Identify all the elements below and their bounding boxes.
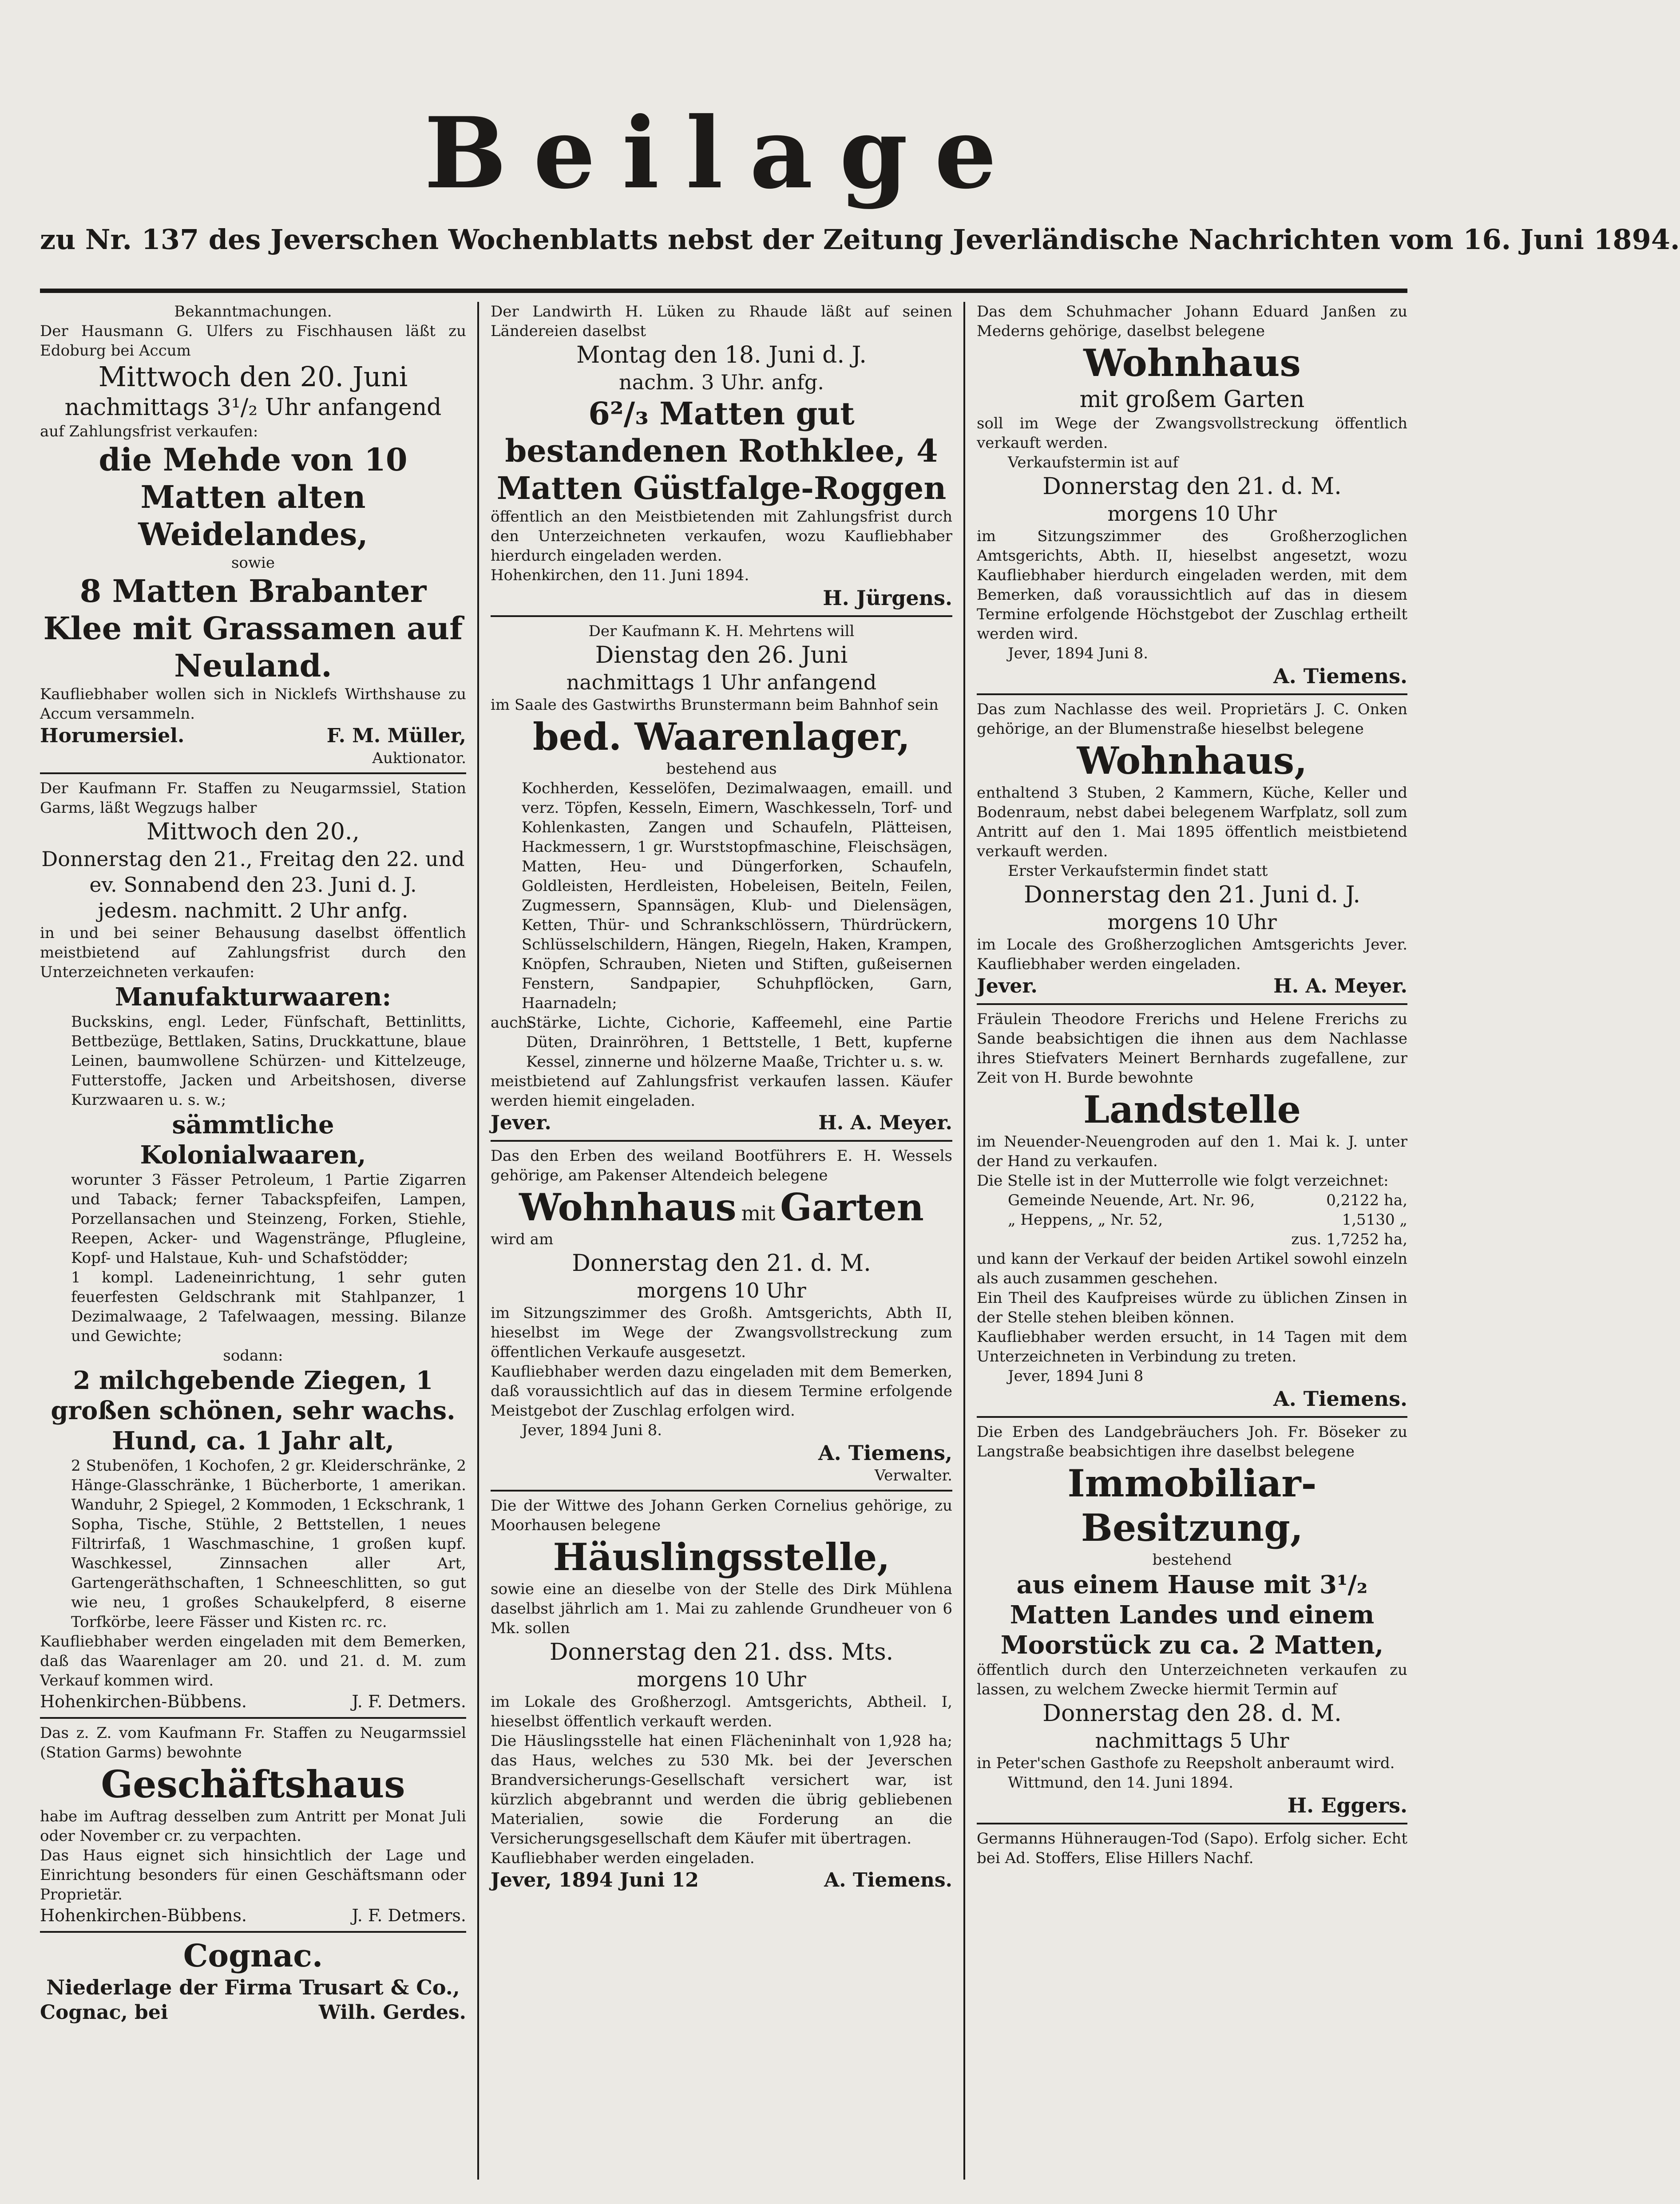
ad-intro: Die der Wittwe des Johann Gerken Cornelius gehörige, zu Moorhausen belegene — [491, 1497, 952, 1534]
ad-signature — [40, 1690, 466, 1713]
ad-wohnhaus-blumenstrasse — [977, 700, 1407, 999]
cadastre-entry: „ Heppens, „ Nr. 52, — [1008, 1211, 1163, 1229]
ad-signer: Wilh. Gerdes. — [318, 2001, 466, 2024]
ad-date: Donnerstag den 21. d. M. — [572, 1250, 871, 1277]
ad-text: im Neuender-Neuengroden auf den 1. Mai k. J. unter der Hand zu verkaufen. — [977, 1133, 1407, 1170]
ad-headline: aus einem Hause mit 3¹/₂ Matten Landes und einem Moorstück zu ca. 2 Matten, — [1000, 1570, 1384, 1660]
ad-place: Hohenkirchen, den 11. Juni 1894. — [491, 566, 749, 584]
ad-date: Mittwoch den 20., — [147, 819, 360, 845]
column-1 — [40, 302, 466, 2180]
ad-place: Jever, 1894 Juni 8 — [1008, 1367, 1144, 1385]
ad-signer: A. Tiemens. — [824, 1869, 952, 1891]
ad-role: Auktionator. — [372, 749, 466, 767]
ad-text: und kann der Verkauf der beiden Artikel sowohl einzeln als auch zusammen geschehen. — [977, 1250, 1407, 1287]
ad-text: im Sitzungszimmer des Großherzoglichen Amtsgerichts, Abth. II, hieselbst angesetzt, wozu Kaufliebhaber hierdurch eingeladen werden, mit dem Bemerken, daß voraussichtlich auf das in diesem Termine erfolgende Höchstgebot der Zuschlag ertheilt werden wird. — [977, 527, 1407, 643]
ad-intro: Der Kaufmann Fr. Staffen zu Neugarmssiel, Station Garms, läßt Wegzugs halber — [40, 780, 466, 817]
ad-text: Buckskins, engl. Leder, Fünfschaft, Bettinlitts, Bettbezüge, Bettlaken, Satins, Druckkattune, blaue Leinen, baumwollene Schürzen- und Kittelzeuge, Futterstoffe, Jacken und Arbeitshosen, diverse Kurzwaaren u. s. w.; — [71, 1013, 466, 1109]
ad-text: worunter 3 Fässer Petroleum, 1 Partie Zigarren und Taback; ferner Tabackspfeifen, Lampen, Porzellansachen und Steinzeng, Forken, Stiehle, Reepen, Acker- und Wagenstränge, Pflugleine, Kopf- und Halstaue, Kuh- und Schafstödder; — [71, 1171, 466, 1267]
ad-intro: Der Landwirth H. Lüken zu Rhaude läßt auf seinen Ländereien daselbst — [491, 303, 952, 340]
ad-signer: H. A. Meyer. — [818, 1112, 952, 1134]
ad-text: sowie eine an dieselbe von der Stelle des Dirk Mühlena daselbst jährlich am 1. Mai zu zahlende Grundheuer von 6 Mk. sollen — [491, 1580, 952, 1637]
ad-time: nachm. 3 Uhr. anfg. — [619, 370, 824, 394]
ad-text: im Sitzungszimmer des Großh. Amtsgerichts, Abth II, hieselbst im Wege der Zwangsvollstreckung zum öffentlichen Verkaufe ausgesetzt. — [491, 1304, 952, 1361]
ad-intro: Der Hausmann G. Ulfers zu Fischhausen läßt zu Edoburg bei Accum — [40, 322, 466, 360]
ad-separator — [40, 772, 466, 774]
ad-text: auf Zahlungsfrist verkaufen: — [40, 423, 258, 440]
ad-weideland — [40, 302, 466, 768]
ad-place: Wittmund, den 14. Juni 1894. — [1008, 1774, 1233, 1792]
ad-title: Immobiliar-Besitzung, — [1067, 1461, 1317, 1550]
ad-text: sodann: — [223, 1347, 283, 1365]
ad-headline: 2 milchgebende Ziegen, 1 großen schönen, sehr wachs. Hund, ca. 1 Jahr alt, — [51, 1366, 456, 1456]
ad-intro: Der Kaufmann K. H. Mehrtens will — [588, 622, 855, 640]
ad-cognac — [40, 1937, 466, 2025]
ad-subtitle: mit großem Garten — [1079, 386, 1305, 413]
ad-landstelle — [977, 1009, 1407, 1412]
cadastre-entry: Gemeinde Neuende, Art. Nr. 96, — [1008, 1191, 1255, 1209]
ad-waarenlager — [491, 621, 952, 1136]
ad-text: Erster Verkaufstermin findet statt — [1008, 862, 1268, 880]
masthead — [40, 95, 1680, 257]
page-subtitle: zu Nr. 137 des Jeverschen Wochenblatts nebst der Zeitung Jeverländische Nachrichten vom 16. Juni 1894. — [40, 223, 1680, 256]
ad-date: Donnerstag den 21. d. M. — [1042, 473, 1342, 500]
ad-text: Verkaufstermin ist auf — [1008, 454, 1179, 471]
ad-time: nachmittags 1 Uhr anfangend — [566, 670, 877, 694]
ad-place: Jever. — [977, 975, 1038, 997]
ad-date: Donnerstag den 28. d. M. — [1042, 1700, 1342, 1727]
ad-text: im Locale des Großherzoglichen Amtsgerichts Jever. Kaufliebhaber werden eingeladen. — [977, 936, 1407, 973]
ad-title: Cognac. — [183, 1937, 323, 1974]
ad-title-line — [491, 1185, 952, 1230]
ad-text: im Saale des Gastwirths Brunstermann beim Bahnhof sein — [491, 696, 939, 714]
ad-separator — [491, 1140, 952, 1142]
ad-separator — [40, 1931, 466, 1933]
ad-headline: Kolonialwaaren, — [140, 1140, 366, 1170]
section-heading: Bekanntmachungen. — [174, 303, 332, 321]
page-title: Beilage — [424, 95, 1023, 210]
ad-headline: die Mehde von 10 Matten alten Weidelandes, — [99, 441, 408, 553]
ad-role: Verwalter. — [874, 1467, 952, 1484]
ad-separator — [40, 1717, 466, 1719]
ad-separator — [491, 615, 952, 617]
ad-headline: 8 Matten Brabanter Klee mit Grassamen auf Neuland. — [43, 573, 463, 684]
cadastre-total: zus. 1,7252 ha, — [1291, 1231, 1407, 1248]
ad-text-row — [491, 1013, 952, 1072]
ad-text: meistbietend auf Zahlungsfrist verkaufen lassen. Käufer werden hiemit eingeladen. — [491, 1072, 952, 1110]
ad-intro: Die Erben des Landgebräuchers Joh. Fr. Böseker zu Langstraße beabsichtigen ihre daselbst belegene — [977, 1423, 1407, 1460]
ad-intro: Das z. Z. vom Kaufmann Fr. Staffen zu Neugarmssiel (Station Garms) bewohnte — [40, 1724, 466, 1761]
ad-separator — [491, 1490, 952, 1492]
ad-title: Garten — [780, 1185, 924, 1229]
ad-place: Jever, 1894 Juni 8. — [522, 1421, 662, 1439]
column-3 — [977, 302, 1407, 2180]
ad-signer: H. A. Meyer. — [1273, 975, 1407, 997]
ad-text: Die Stelle ist in der Mutterrolle wie folgt verzeichnet: — [977, 1172, 1389, 1190]
ad-headline: sämmtliche — [172, 1110, 334, 1140]
ad-title: bed. Waarenlager, — [533, 715, 910, 759]
ad-time: morgens 10 Uhr — [1107, 502, 1277, 526]
ad-separator — [977, 1823, 1407, 1824]
ad-date: Dienstag den 26. Juni — [595, 642, 848, 669]
ad-manufaktur — [40, 779, 466, 1713]
ad-text: Ein Theil des Kaufpreises würde zu üblichen Zinsen in der Stelle stehen bleiben können. — [977, 1289, 1407, 1326]
ad-signer: A. Tiemens. — [1273, 664, 1407, 688]
ad-immobiliar — [977, 1422, 1407, 1818]
cadastre-area: 1,5130 „ — [1342, 1211, 1407, 1229]
ad-date: Mittwoch den 20. Juni — [98, 360, 408, 393]
ad-text: öffentlich an den Meistbietenden mit Zahlungsfrist durch den Unterzeichneten verkaufen, wozu Kaufliebhaber hierdurch eingeladen werden. — [491, 508, 952, 565]
ad-signer: H. Eggers. — [1287, 1793, 1407, 1817]
ad-place: Jever. — [491, 1112, 551, 1134]
ad-text: im Lokale des Großherzogl. Amtsgerichts, Abtheil. I, hieselbst öffentlich verkauft werden. — [491, 1693, 952, 1730]
ad-text: auch: — [491, 1014, 533, 1032]
ad-text: soll im Wege der Zwangsvollstreckung öffentlich verkauft werden. — [977, 415, 1407, 452]
newspaper-page — [40, 95, 1680, 2184]
ad-signer: A. Tiemens. — [1273, 1387, 1407, 1411]
ad-wohnhaus-mederns — [977, 302, 1407, 689]
ad-text: Kaufliebhaber werden eingeladen mit dem Bemerken, daß das Waarenlager am 20. und 21. d. M. zum Verkauf kommen wird. — [40, 1633, 466, 1690]
ad-headline: 6²/₃ Matten gut bestandenen Rothklee, 4 Matten Güstfalge-Roggen — [496, 395, 947, 506]
ad-text: öffentlich durch den Unterzeichneten verkaufen zu lassen, zu welchem Zwecke hiermit Termin auf — [977, 1661, 1407, 1698]
ad-text: wird am — [491, 1231, 554, 1248]
ad-signer: J. F. Detmers. — [352, 1906, 466, 1925]
ad-text: Niederlage der Firma Trusart & Co., — [46, 1975, 460, 1999]
ad-text: 2 Stubenöfen, 1 Kochofen, 2 gr. Kleiderschränke, 2 Hänge-Glasschränke, 1 Bücherborte, 1 amerikan. Wanduhr, 2 Spiegel, 2 Kommoden, 1 Eckschrank, 1 Sopha, Tische, Stühle, 2 Bettstellen, 1 neues Filtrirfaß, 1 Waschmaschine, 1 großen kupf. Waschkessel, Zinnsachen aller Art, Gartengeräthschaften, 1 Schneeschlitten, so gut wie neu, 1 großes Schaukelpferd, 8 eiserne Torfkörbe, leere Fässer und Kisten rc. rc. — [71, 1457, 466, 1631]
ad-separator — [977, 1003, 1407, 1005]
ad-text: Germanns Hühneraugen-Tod (Sapo). Erfolg sicher. Echt bei Ad. Stoffers, Elise Hillers Nachf. — [977, 1830, 1407, 1867]
ad-text: sowie — [231, 554, 275, 572]
ad-text: Kaufliebhaber wollen sich in Nicklefs Wirthshause zu Accum versammeln. — [40, 685, 466, 723]
ad-text: bestehend aus — [666, 760, 777, 778]
ad-text: Kaufliebhaber werden ersucht, in 14 Tagen mit dem Unterzeichneten in Verbindung zu treten. — [977, 1328, 1407, 1365]
ad-signature — [40, 2000, 466, 2025]
ad-place: Jever, 1894 Juni 8. — [1008, 645, 1149, 662]
ad-intro: Das zum Nachlasse des weil. Proprietärs J. C. Onken gehörige, an der Blumenstraße hieselbst belegene — [977, 700, 1407, 738]
ad-title: Geschäftshaus — [101, 1762, 405, 1806]
ad-text: Kochherden, Kesselöfen, Dezimalwaagen, emaill. und verz. Töpfen, Kesseln, Eimern, Waschkesseln, Torf- und Kohlenkasten, Zangen und Schaufeln, Plätteisen, Hackmessern, 1 gr. Wurststopfmaschine, Fleischsägen, Matten, Heu- und Düngerforken, Schaufeln, Goldleisten, Herdleisten, Hobeleisen, Beiteln, Feilen, Zugmessern, Spannsägen, Klub- und Dielensägen, Ketten, Thür- und Schrankschlössern, Thürdrückern, Schlüsselschildern, Hängen, Riegeln, Haken, Krampen, Knöpfen, Schrauben, Nieten und Stiften, gußeisernen Fenstern, Sandpapier, Schuhpflöcken, Garn, Haarnadeln; — [522, 780, 952, 1012]
ad-date: Donnerstag den 21., Freitag den 22. und ev. Sonnabend den 23. Juni d. J. — [41, 847, 465, 897]
ad-text: Die Häuslingsstelle hat einen Flächeninhalt von 1,928 ha; das Haus, welches zu 530 Mk. bei der Jeverschen Brandversicherungs-Gesellschaft versichert war, ist kürzlich abgebrannt und werden die übrig gebliebenen Materialien, sowie die Forderung an die Versicherungsgesellschaft dem Käufer mit übertragen. — [491, 1732, 952, 1848]
ad-time: morgens 10 Uhr — [1107, 910, 1277, 934]
ad-text: Kaufliebhaber werden dazu eingeladen mit dem Bemerken, daß voraussichtlich auf das in diesem Termine erfolgende Meistgebot der Zuschlag erfolgen wird. — [491, 1363, 952, 1420]
ad-title: Häuslingsstelle, — [553, 1535, 890, 1579]
ad-time: morgens 10 Uhr — [637, 1278, 806, 1302]
ad-text: mit — [741, 1201, 776, 1225]
ad-rothklee — [491, 302, 952, 611]
column-divider — [963, 302, 965, 2180]
ad-place: Horumersiel. — [40, 724, 185, 747]
column-2 — [491, 302, 952, 2180]
ad-text: bestehend — [1152, 1551, 1232, 1569]
ad-date: Donnerstag den 21. Juni d. J. — [1024, 882, 1360, 908]
ad-title: Wohnhaus — [1083, 341, 1301, 385]
ad-signature — [491, 1868, 952, 1893]
ad-geschaeftshaus — [40, 1723, 466, 1927]
ad-intro: Das den Erben des weiland Bootführers E. H. Wessels gehörige, am Pakenser Altendeich belegene — [491, 1147, 952, 1184]
cadastre-row — [977, 1210, 1407, 1230]
ad-text: habe im Auftrag desselben zum Antritt per Monat Juli oder November cr. zu verpachten. — [40, 1808, 466, 1845]
column-divider — [477, 302, 479, 2180]
ad-text: Kaufliebhaber werden eingeladen. — [491, 1849, 755, 1867]
ad-text: in und bei seiner Behausung daselbst öffentlich meistbietend auf Zahlungsfrist durch den Unterzeichneten verkaufen: — [40, 924, 466, 981]
ad-wohnhaus-garten — [491, 1146, 952, 1485]
header-rule — [40, 289, 1407, 293]
ad-text: Das Haus eignet sich hinsichtlich der Lage und Einrichtung besonders für einen Geschäftsmann oder Proprietär. — [40, 1847, 466, 1903]
ad-text: Stärke, Lichte, Cichorie, Kaffeemehl, eine Partie Düten, Drainröhren, 1 Bettstelle, 1 Bett, kupferne Kessel, zinnerne und hölzerne Maaße, Trichter u. s. w. — [526, 1014, 952, 1071]
ad-signer: A. Tiemens, — [818, 1441, 952, 1465]
ad-time: nachmittags 5 Uhr — [1095, 1729, 1289, 1753]
cadastre-row — [977, 1191, 1407, 1210]
ad-place: Cognac, bei — [40, 2001, 168, 2024]
ad-huehneraugen — [977, 1829, 1407, 1868]
ad-intro: Fräulein Theodore Frerichs und Helene Frerichs zu Sande beabsichtigen die ihnen aus dem Nachlasse ihres Stiefvaters Meinert Bernhards zugefallene, zur Zeit von H. Burde bewohnte — [977, 1010, 1407, 1087]
ad-text: 1 kompl. Ladeneinrichtung, 1 sehr guten feuerfesten Geldschrank mit Stahlpanzer, 1 Dezimalwaage, 2 Tafelwaagen, messing. Bilanze und Gewichte; — [71, 1269, 466, 1345]
ad-separator — [977, 1416, 1407, 1418]
ad-signature — [491, 1111, 952, 1136]
ad-date: Montag den 18. Juni d. J. — [576, 342, 867, 368]
ad-signer: J. F. Detmers. — [352, 1692, 466, 1711]
ad-text: in Peter'schen Gasthofe zu Reepsholt anberaumt wird. — [977, 1754, 1395, 1772]
ad-headline: Manufakturwaaren: — [115, 982, 392, 1012]
ad-signature — [40, 1904, 466, 1927]
ad-haeuslingsstelle — [491, 1496, 952, 1893]
ad-intro: Das dem Schuhmacher Johann Eduard Janßen zu Mederns gehörige, daselbst belegene — [977, 303, 1407, 340]
ad-time: jedesm. nachmitt. 2 Uhr anfg. — [98, 898, 408, 922]
ad-signer: F. M. Müller, — [326, 724, 466, 747]
ad-signature — [40, 724, 466, 748]
ad-separator — [977, 693, 1407, 695]
ad-title: Landstelle — [1083, 1088, 1301, 1132]
ad-date: Donnerstag den 21. dss. Mts. — [549, 1639, 894, 1666]
ad-text: enthaltend 3 Stuben, 2 Kammern, Küche, Keller und Bodenraum, nebst dabei belegenem Warfplatz, soll zum Antritt auf den 1. Mai 1895 öffentlich meistbietend verkauft werden. — [977, 784, 1407, 860]
ad-place: Hohenkirchen-Bübbens. — [40, 1692, 247, 1711]
ad-place: Hohenkirchen-Bübbens. — [40, 1906, 247, 1925]
cadastre-area: 0,2122 ha, — [1326, 1191, 1407, 1209]
ad-place: Jever, 1894 Juni 12 — [491, 1869, 699, 1891]
ad-signature — [977, 974, 1407, 999]
ad-time: morgens 10 Uhr — [637, 1667, 806, 1691]
ad-time: nachmittags 3¹/₂ Uhr anfangend — [64, 394, 442, 421]
ad-title: Wohnhaus — [519, 1185, 737, 1229]
ad-title: Wohnhaus, — [1077, 739, 1308, 783]
ad-signer: H. Jürgens. — [823, 586, 952, 610]
